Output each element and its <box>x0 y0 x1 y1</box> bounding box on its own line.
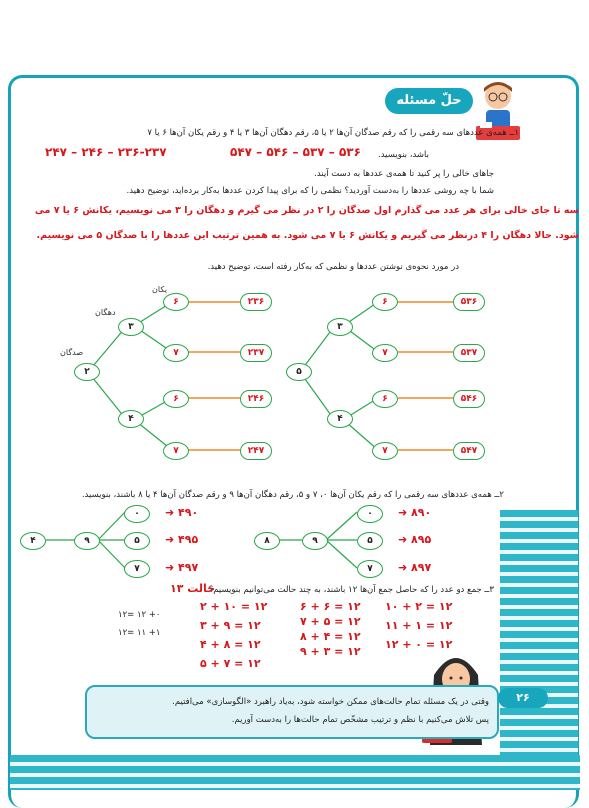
tree-right-unit-1: ۶ <box>372 293 398 311</box>
equation: ۱۰ + ۲ = ۱۲ <box>385 600 453 613</box>
q1-text-2: باشد، بنویسید. <box>378 150 429 160</box>
q2-text: ۲ــ همه‌ی عددهای سه رقمی را که رقم یکان آن‌ها ۰، ۷ و ۵، رقم دهگان آن‌ها ۹ و رقم صدگان آن‌ها ۴ یا ۸ باشند، بنویسید. <box>81 490 504 500</box>
tree-left-result-2: ۲۳۷ <box>240 344 272 362</box>
q3-col-1 <box>385 600 452 651</box>
q1-answer-right: ۵۴۷ – ۵۴۶ – ۵۳۷ – ۵۳۶ <box>230 145 361 159</box>
equation: ۷ + ۵ = ۱۲ <box>300 615 361 628</box>
q2-right-unit-3: ۷ <box>357 560 383 578</box>
tree-right-root: ۵ <box>286 363 312 381</box>
note-line-2: پس تلاش می‌کنیم با نظم و ترتیب مشخّص تمام حالت‌ها را به‌دست آوریم. <box>231 715 489 725</box>
q2-right-unit-2: ۵ <box>357 532 383 550</box>
tree-left-unit-2: ۷ <box>163 344 189 362</box>
tree-right-unit-4: ۷ <box>372 442 398 460</box>
equation: ۳ + ۹ = ۱۲ <box>200 619 261 632</box>
label-yekan: یکان <box>152 285 167 294</box>
tree-right-result-2: ۵۳۷ <box>453 344 485 362</box>
tree-left-tens-1: ۳ <box>118 318 144 336</box>
q3-example-1: ۱۲= ۱۲ +۰ <box>118 610 161 620</box>
q1-answer-left: ۲۴۷ – ۲۴۶ – ۲۳۶-۲۳۷ <box>45 145 167 159</box>
page-number: ۲۶ <box>498 688 548 708</box>
q2-right-root: ۸ <box>254 532 280 550</box>
q3-answer: ۱۳ حالت <box>170 582 216 595</box>
tree-left-result-3: ۲۴۶ <box>240 390 272 408</box>
q2-right-unit-1: ۰ <box>357 505 383 523</box>
q1-text: ۱ــ همه‌ی عددهای سه رقمی را که رقم صدگان آن‌ها ۲ یا ۵، رقم دهگان آن‌ها ۳ یا ۴ و رقم یکان آن‌ها ۶ یا ۷ <box>147 128 519 138</box>
q2-left-unit-2: ۵ <box>124 532 150 550</box>
tree-right-result-4: ۵۴۷ <box>453 442 485 460</box>
equation: ۴ + ۸ = ۱۲ <box>200 638 261 651</box>
q2-left-result-3: ➜ ۴۹۷ <box>165 561 199 574</box>
section-title-badge: حلّ مسئله <box>385 88 473 114</box>
tree-left-result-1: ۲۳۶ <box>240 293 272 311</box>
q2-right-result-1: ➜ ۸۹۰ <box>398 506 432 519</box>
q2-left-mid: ۹ <box>74 532 100 550</box>
q1-explain: در مورد نحوه‌ی نوشتن عددها و نظمی که به‌کار رفته است، توضیح دهید. <box>207 262 459 272</box>
tree-left-unit-1: ۶ <box>163 293 189 311</box>
q1-question: شما با چه روشی عددها را به‌دست آوردید؟ نظمی را که برای پیدا کردن عددها به‌کار برده‌اید، توضیح دهید. <box>126 186 494 196</box>
equation: ۱۲ + ۰ = ۱۲ <box>385 638 453 651</box>
q2-left-root: ۴ <box>20 532 46 550</box>
q2-right-mid: ۹ <box>302 532 328 550</box>
tree-left-tens-2: ۴ <box>118 410 144 428</box>
q1-instruction: جاهای خالی را پر کنید تا همه‌ی عددها به دست آیند. <box>314 169 494 179</box>
equation: ۶ + ۶ = ۱۲ <box>300 600 361 613</box>
q1-red-answer-1: سه تا جای خالی برای هر عدد می گذارم اول صدگان را ۲ در نظر می گیرم و دهگان را ۳ می نویسیم، یکانش ۶ یا ۷ می <box>34 205 579 216</box>
q3-col-2 <box>300 600 361 658</box>
q3-col-3 <box>200 600 267 670</box>
q3-text: ۳ــ جمع دو عدد را که حاصل جمع آن‌ها ۱۲ باشند، به چند حالت می‌توانیم بنویسیم؟ <box>208 585 494 595</box>
note-line-1: وقتی در یک مسئله تمام حالت‌های ممکن خواسته شود، به‌یاد راهبرد «الگوسازی» می‌افتیم. <box>172 697 489 707</box>
tree-left-result-4: ۲۴۷ <box>240 442 272 460</box>
tree-right-tens-1: ۳ <box>327 318 353 336</box>
q1-red-answer-2: شود. حالا دهگان را ۴ درنظر می گیریم و یکانش ۶ یا ۷ می شود. به همین ترتیب این عددها را با صدگان ۵ می نویسیم. <box>36 230 579 241</box>
tree-right-result-1: ۵۳۶ <box>453 293 485 311</box>
q2-left-unit-3: ۷ <box>124 560 150 578</box>
note-box <box>85 685 499 739</box>
equation: ۸ + ۴ = ۱۲ <box>300 630 361 643</box>
tree-right-unit-2: ۷ <box>372 344 398 362</box>
tree-left-unit-3: ۶ <box>163 390 189 408</box>
label-dahgan: دهگان <box>95 308 116 317</box>
equation: ۵ + ۷ = ۱۲ <box>200 657 261 670</box>
q2-left-result-1: ➜ ۴۹۰ <box>165 506 199 519</box>
tree-left-root: ۲ <box>74 363 100 381</box>
q2-right-result-3: ➜ ۸۹۷ <box>398 561 432 574</box>
q2-right-result-2: ➜ ۸۹۵ <box>398 533 432 546</box>
equation: ۲ + ۱۰ = ۱۲ <box>200 600 268 613</box>
q2-left-unit-1: ۰ <box>124 505 150 523</box>
decorative-stripes-bottom <box>10 755 580 790</box>
q3-example-2: ۱۲= ۱۱ +۱ <box>118 628 161 638</box>
label-sadgan: صدگان <box>60 348 84 357</box>
tree-right-tens-2: ۴ <box>327 410 353 428</box>
tree-left-unit-4: ۷ <box>163 442 189 460</box>
equation: ۱۱ + ۱ = ۱۲ <box>385 619 453 632</box>
tree-right-result-3: ۵۴۶ <box>453 390 485 408</box>
equation: ۹ + ۳ = ۱۲ <box>300 645 361 658</box>
q2-left-result-2: ➜ ۴۹۵ <box>165 533 199 546</box>
tree-right-unit-3: ۶ <box>372 390 398 408</box>
